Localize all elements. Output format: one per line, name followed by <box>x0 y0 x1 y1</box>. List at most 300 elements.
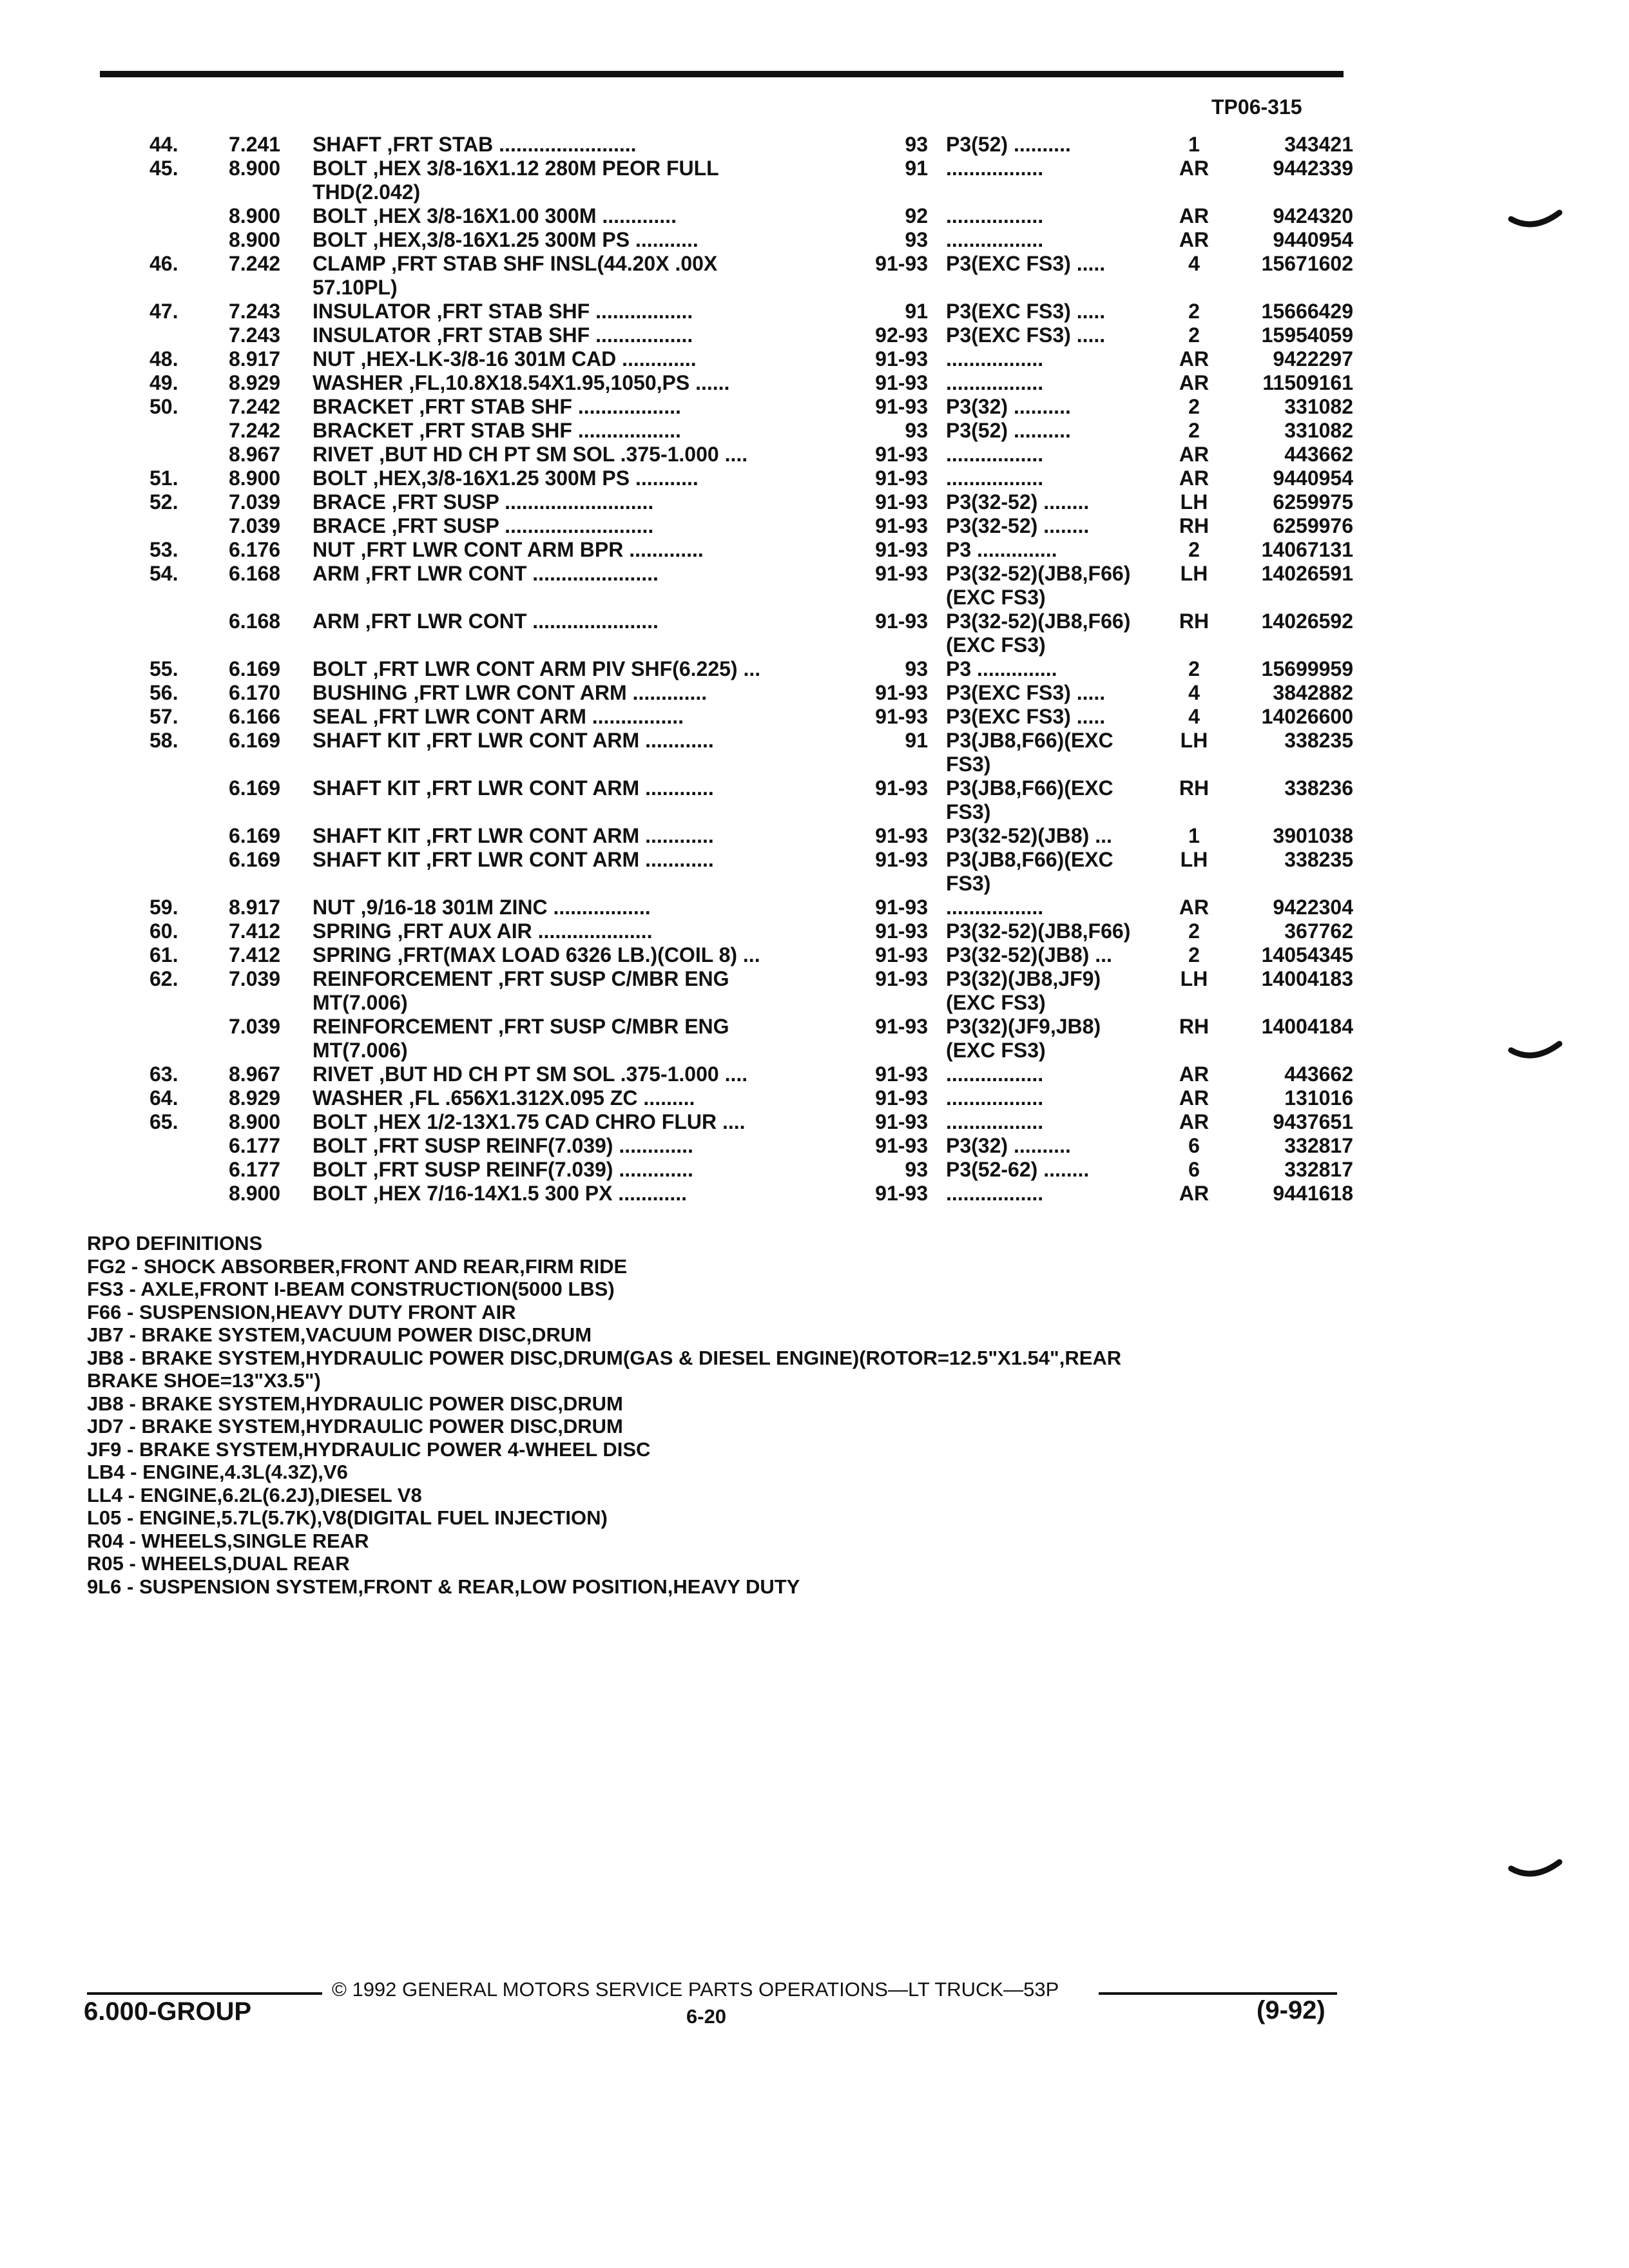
page-code: TP06-315 <box>1211 95 1302 119</box>
table-row <box>0 252 1629 300</box>
part-number: 11509161 <box>1262 371 1353 394</box>
group-number: 7.039 <box>229 967 281 990</box>
ref-number: 53. <box>149 538 178 561</box>
model-usage: P3(52) .......... <box>946 133 1071 156</box>
model-usage: P3 .............. <box>946 538 1057 561</box>
table-row <box>0 228 1629 252</box>
group-number: 7.242 <box>229 419 281 442</box>
quantity: RH <box>1179 776 1210 800</box>
group-number: 7.039 <box>229 514 281 537</box>
group-number: 6.166 <box>229 705 281 728</box>
quantity: 4 <box>1188 705 1200 728</box>
quantity: RH <box>1179 1015 1210 1038</box>
table-row <box>0 1158 1629 1182</box>
part-description: BOLT ,FRT LWR CONT ARM PIV SHF(6.225) ... <box>313 657 761 680</box>
quantity: AR <box>1179 443 1210 466</box>
part-number: 9442339 <box>1273 157 1353 180</box>
table-row <box>0 967 1629 1015</box>
table-row <box>0 1015 1629 1062</box>
model-usage: P3(32-52) ........ <box>946 490 1090 514</box>
table-row <box>0 705 1629 729</box>
part-description: BRACE ,FRT SUSP .......................... <box>313 514 654 537</box>
part-number: 131016 <box>1284 1086 1353 1110</box>
model-usage: P3(EXC FS3) ..... <box>946 705 1106 728</box>
table-row <box>0 1134 1629 1158</box>
model-usage: P3(32)(JB8,JF9) (EXC FS3) <box>946 967 1101 1014</box>
group-number: 8.900 <box>229 228 281 251</box>
table-row <box>0 443 1629 466</box>
rpo-line: F66 - SUSPENSION,HEAVY DUTY FRONT AIR <box>87 1300 516 1323</box>
quantity: 2 <box>1188 919 1200 943</box>
footer-copyright: © 1992 GENERAL MOTORS SERVICE PARTS OPERATIONS—LT TRUCK—53P <box>332 1978 1059 2001</box>
part-number: 443662 <box>1284 1062 1353 1086</box>
part-number: 14004183 <box>1261 967 1353 990</box>
model-years: 91-93 <box>875 252 928 275</box>
part-description: SHAFT ,FRT STAB ........................ <box>313 133 637 156</box>
part-number: 3842882 <box>1273 681 1353 704</box>
ref-number: 56. <box>149 681 178 704</box>
model-years: 91-93 <box>875 490 928 514</box>
part-description: WASHER ,FL,10.8X18.54X1.95,1050,PS ...... <box>313 371 730 394</box>
quantity: 6 <box>1188 1134 1200 1157</box>
ref-number: 49. <box>149 371 178 394</box>
ref-number: 52. <box>149 490 178 514</box>
part-number: 338235 <box>1284 729 1353 752</box>
group-number: 7.039 <box>229 1015 281 1038</box>
model-years: 91-93 <box>875 681 928 704</box>
rpo-line: JB8 - BRAKE SYSTEM,HYDRAULIC POWER DISC,DRUM <box>87 1392 623 1415</box>
model-years: 91-93 <box>875 705 928 728</box>
rpo-line: 9L6 - SUSPENSION SYSTEM,FRONT & REAR,LOW POSITION,HEAVY DUTY <box>87 1575 800 1598</box>
part-description: ARM ,FRT LWR CONT ...................... <box>313 562 659 585</box>
ref-number: 45. <box>149 157 178 180</box>
ref-number: 50. <box>149 395 178 418</box>
part-description: INSULATOR ,FRT STAB SHF ................. <box>313 300 693 323</box>
quantity: 2 <box>1188 943 1200 966</box>
model-usage: P3(52) .......... <box>946 419 1071 442</box>
quantity: 2 <box>1188 657 1200 680</box>
part-number: 9440954 <box>1273 228 1353 251</box>
parts-table <box>0 133 1629 1206</box>
table-row <box>0 538 1629 562</box>
part-number: 14026592 <box>1261 610 1353 633</box>
part-number: 3901038 <box>1273 824 1353 847</box>
ref-number: 60. <box>149 919 178 943</box>
part-number: 15671602 <box>1261 252 1353 275</box>
quantity: 4 <box>1188 681 1200 704</box>
ref-number: 65. <box>149 1110 178 1133</box>
model-usage: ................. <box>946 228 1044 251</box>
part-description: SHAFT KIT ,FRT LWR CONT ARM ............ <box>313 848 714 871</box>
ref-number: 63. <box>149 1062 178 1086</box>
part-number: 9422304 <box>1273 896 1353 919</box>
model-years: 91-93 <box>875 514 928 537</box>
table-row <box>0 610 1629 657</box>
top-rule <box>100 71 1344 77</box>
model-years: 91-93 <box>875 466 928 490</box>
quantity: AR <box>1179 204 1210 227</box>
ref-number: 47. <box>149 300 178 323</box>
model-years: 91-93 <box>875 848 928 871</box>
model-years: 91-93 <box>875 610 928 633</box>
quantity: 2 <box>1188 300 1200 323</box>
table-row <box>0 1182 1629 1206</box>
model-years: 91-93 <box>875 824 928 847</box>
ref-number: 46. <box>149 252 178 275</box>
part-number: 331082 <box>1284 419 1353 442</box>
part-description: NUT ,HEX-LK-3/8-16 301M CAD ............. <box>313 347 697 370</box>
part-description: REINFORCEMENT ,FRT SUSP C/MBR ENG MT(7.006) <box>313 1015 729 1062</box>
model-usage: P3(JB8,F66)(EXC FS3) <box>946 729 1113 776</box>
part-description: BRACKET ,FRT STAB SHF .................. <box>313 419 681 442</box>
table-row <box>0 157 1629 204</box>
model-usage: ................. <box>946 347 1044 370</box>
model-years: 91-93 <box>875 967 928 990</box>
footer-revision: (9-92) <box>1257 1996 1325 2024</box>
part-number: 15666429 <box>1261 300 1353 323</box>
part-number: 14067131 <box>1261 538 1353 561</box>
table-row <box>0 896 1629 919</box>
model-years: 93 <box>905 133 928 156</box>
part-description: REINFORCEMENT ,FRT SUSP C/MBR ENG MT(7.006) <box>313 967 729 1014</box>
part-number: 338235 <box>1284 848 1353 871</box>
part-description: SEAL ,FRT LWR CONT ARM ................ <box>313 705 684 728</box>
rpo-line: JB7 - BRAKE SYSTEM,VACUUM POWER DISC,DRUM <box>87 1323 592 1346</box>
footer-page-number: 6-20 <box>686 2005 727 2028</box>
part-description: BOLT ,HEX 3/8-16X1.00 300M ............. <box>313 204 677 227</box>
group-number: 7.243 <box>229 323 281 347</box>
group-number: 7.412 <box>229 919 281 943</box>
table-row <box>0 1062 1629 1086</box>
model-years: 91-93 <box>875 1134 928 1157</box>
group-number: 6.170 <box>229 681 281 704</box>
group-number: 6.177 <box>229 1134 281 1157</box>
group-number: 7.242 <box>229 395 281 418</box>
rpo-line: JD7 - BRAKE SYSTEM,HYDRAULIC POWER DISC,DRUM <box>87 1415 623 1437</box>
group-number: 6.169 <box>229 848 281 871</box>
part-number: 14026600 <box>1261 705 1353 728</box>
group-number: 8.900 <box>229 466 281 490</box>
model-usage: P3(52-62) ........ <box>946 1158 1090 1181</box>
part-number: 343421 <box>1284 133 1353 156</box>
table-row <box>0 919 1629 943</box>
part-description: BOLT ,FRT SUSP REINF(7.039) ............. <box>313 1134 693 1157</box>
quantity: AR <box>1179 347 1210 370</box>
rpo-line: JB8 - BRAKE SYSTEM,HYDRAULIC POWER DISC,DRUM(GAS & DIESEL ENGINE)(ROTOR=12.5"X1.54",REAR <box>87 1346 1122 1369</box>
group-number: 7.242 <box>229 252 281 275</box>
table-row <box>0 776 1629 824</box>
table-row <box>0 490 1629 514</box>
part-description: CLAMP ,FRT STAB SHF INSL(44.20X .00X 57.10PL) <box>313 252 718 299</box>
group-number: 6.168 <box>229 610 281 633</box>
quantity: AR <box>1179 371 1210 394</box>
rpo-line: FG2 - SHOCK ABSORBER,FRONT AND REAR,FIRM RIDE <box>87 1254 628 1278</box>
table-row <box>0 371 1629 395</box>
group-number: 6.176 <box>229 538 281 561</box>
part-description: BOLT ,FRT SUSP REINF(7.039) ............. <box>313 1158 693 1181</box>
part-number: 14004184 <box>1261 1015 1353 1038</box>
model-years: 91-93 <box>875 443 928 466</box>
table-row <box>0 323 1629 347</box>
part-number: 9437651 <box>1273 1110 1353 1133</box>
model-years: 91 <box>905 729 928 752</box>
quantity: 2 <box>1188 419 1200 442</box>
model-years: 93 <box>905 228 928 251</box>
model-years: 93 <box>905 657 928 680</box>
group-number: 8.917 <box>229 347 281 370</box>
part-number: 367762 <box>1284 919 1353 943</box>
part-description: NUT ,FRT LWR CONT ARM BPR ............. <box>313 538 704 561</box>
part-number: 15699959 <box>1261 657 1353 680</box>
part-description: RIVET ,BUT HD CH PT SM SOL .375-1.000 .... <box>313 443 748 466</box>
model-usage: ................. <box>946 1182 1044 1205</box>
group-number: 8.900 <box>229 1110 281 1133</box>
table-row <box>0 466 1629 490</box>
model-years: 91-93 <box>875 371 928 394</box>
model-usage: ................. <box>946 157 1044 180</box>
table-row <box>0 824 1629 848</box>
ref-number: 61. <box>149 943 178 966</box>
model-years: 91-93 <box>875 1086 928 1110</box>
rpo-line: JF9 - BRAKE SYSTEM,HYDRAULIC POWER 4-WHEEL DISC <box>87 1437 651 1461</box>
quantity: LH <box>1180 490 1208 514</box>
quantity: LH <box>1180 967 1208 990</box>
part-description: WASHER ,FL .656X1.312X.095 ZC ......... <box>313 1086 695 1110</box>
model-years: 91-93 <box>875 1182 928 1205</box>
model-years: 91-93 <box>875 776 928 800</box>
quantity: AR <box>1179 1062 1210 1086</box>
ref-number: 59. <box>149 896 178 919</box>
model-years: 91-93 <box>875 919 928 943</box>
model-years: 92 <box>905 204 928 227</box>
part-description: NUT ,9/16-18 301M ZINC ................. <box>313 896 651 919</box>
table-row <box>0 347 1629 371</box>
model-usage: P3 .............. <box>946 657 1057 680</box>
table-row <box>0 204 1629 228</box>
model-years: 91 <box>905 300 928 323</box>
quantity: 2 <box>1188 538 1200 561</box>
rpo-line: BRAKE SHOE=13"X3.5") <box>87 1369 321 1392</box>
rpo-line: L05 - ENGINE,5.7L(5.7K),V8(DIGITAL FUEL INJECTION) <box>87 1506 608 1529</box>
model-usage: P3(32) .......... <box>946 395 1071 418</box>
part-description: SPRING ,FRT(MAX LOAD 6326 LB.)(COIL 8) ... <box>313 943 760 966</box>
quantity: AR <box>1179 1110 1210 1133</box>
group-number: 6.168 <box>229 562 281 585</box>
model-usage: P3(32) .......... <box>946 1134 1071 1157</box>
group-number: 8.967 <box>229 1062 281 1086</box>
part-number: 9424320 <box>1273 204 1353 227</box>
table-row <box>0 514 1629 538</box>
part-number: 6259975 <box>1273 490 1353 514</box>
part-number: 14054345 <box>1261 943 1353 966</box>
ref-number: 57. <box>149 705 178 728</box>
model-usage: P3(32-52)(JB8) ... <box>946 824 1112 847</box>
model-usage: ................. <box>946 1062 1044 1086</box>
table-row <box>0 562 1629 610</box>
group-number: 6.177 <box>229 1158 281 1181</box>
group-number: 7.039 <box>229 490 281 514</box>
group-number: 8.917 <box>229 896 281 919</box>
model-usage: P3(32-52)(JB8) ... <box>946 943 1112 966</box>
part-number: 338236 <box>1284 776 1353 800</box>
table-row <box>0 419 1629 443</box>
model-years: 91-93 <box>875 1110 928 1133</box>
part-number: 9441618 <box>1273 1182 1353 1205</box>
part-description: RIVET ,BUT HD CH PT SM SOL .375-1.000 .... <box>313 1062 748 1086</box>
quantity: 2 <box>1188 395 1200 418</box>
model-usage: P3(EXC FS3) ..... <box>946 681 1106 704</box>
group-number: 8.900 <box>229 157 281 180</box>
model-years: 91-93 <box>875 896 928 919</box>
table-row <box>0 1086 1629 1110</box>
ref-number: 54. <box>149 562 178 585</box>
group-number: 8.900 <box>229 1182 281 1205</box>
quantity: LH <box>1180 848 1208 871</box>
model-usage: P3(32-52)(JB8,F66) (EXC FS3) <box>946 562 1131 609</box>
quantity: AR <box>1179 896 1210 919</box>
model-years: 91-93 <box>875 1062 928 1086</box>
quantity: AR <box>1179 228 1210 251</box>
model-usage: ................. <box>946 371 1044 394</box>
ref-number: 62. <box>149 967 178 990</box>
part-description: SHAFT KIT ,FRT LWR CONT ARM ............ <box>313 824 714 847</box>
model-years: 93 <box>905 419 928 442</box>
rpo-line: FS3 - AXLE,FRONT I-BEAM CONSTRUCTION(5000 LBS) <box>87 1278 615 1300</box>
model-usage: P3(32-52)(JB8,F66) <box>946 919 1131 943</box>
table-row <box>0 395 1629 419</box>
part-description: SHAFT KIT ,FRT LWR CONT ARM ............ <box>313 776 714 800</box>
table-row <box>0 681 1629 705</box>
part-description: ARM ,FRT LWR CONT ...................... <box>313 610 659 633</box>
quantity: LH <box>1180 729 1208 752</box>
quantity: 1 <box>1188 824 1200 847</box>
rpo-definitions <box>87 1232 1121 1598</box>
model-years: 93 <box>905 1158 928 1181</box>
ref-number: 55. <box>149 657 178 680</box>
footer-group: 6.000-GROUP <box>84 1997 252 2026</box>
part-description: SPRING ,FRT AUX AIR .................... <box>313 919 653 943</box>
model-usage: ................. <box>946 896 1044 919</box>
check-mark-icon <box>1508 1849 1566 1888</box>
table-row <box>0 1110 1629 1134</box>
group-number: 8.900 <box>229 204 281 227</box>
part-number: 332817 <box>1284 1134 1353 1157</box>
part-number: 14026591 <box>1261 562 1353 585</box>
group-number: 7.241 <box>229 133 281 156</box>
part-description: BOLT ,HEX 7/16-14X1.5 300 PX ............ <box>313 1182 687 1205</box>
ref-number: 58. <box>149 729 178 752</box>
rpo-list <box>87 1255 1121 1599</box>
model-usage: ................. <box>946 1086 1044 1110</box>
group-number: 6.169 <box>229 824 281 847</box>
quantity: AR <box>1179 1086 1210 1110</box>
group-number: 6.169 <box>229 729 281 752</box>
part-number: 443662 <box>1284 443 1353 466</box>
quantity: RH <box>1179 514 1210 537</box>
model-years: 91-93 <box>875 562 928 585</box>
ref-number: 44. <box>149 133 178 156</box>
group-number: 7.412 <box>229 943 281 966</box>
quantity: RH <box>1179 610 1210 633</box>
table-row <box>0 657 1629 681</box>
model-usage: ................. <box>946 466 1044 490</box>
group-number: 7.243 <box>229 300 281 323</box>
part-description: BOLT ,HEX,3/8-16X1.25 300M PS ........... <box>313 228 699 251</box>
group-number: 6.169 <box>229 776 281 800</box>
quantity: LH <box>1180 562 1208 585</box>
part-description: SHAFT KIT ,FRT LWR CONT ARM ............ <box>313 729 714 752</box>
quantity: 4 <box>1188 252 1200 275</box>
model-years: 91-93 <box>875 347 928 370</box>
quantity: AR <box>1179 466 1210 490</box>
group-number: 8.967 <box>229 443 281 466</box>
rpo-line: LB4 - ENGINE,4.3L(4.3Z),V6 <box>87 1461 348 1483</box>
model-usage: P3(32-52) ........ <box>946 514 1090 537</box>
rpo-line: R04 - WHEELS,SINGLE REAR <box>87 1529 369 1552</box>
rpo-line: LL4 - ENGINE,6.2L(6.2J),DIESEL V8 <box>87 1483 422 1506</box>
model-years: 91-93 <box>875 1015 928 1038</box>
table-row <box>0 133 1629 157</box>
part-number: 332817 <box>1284 1158 1353 1181</box>
part-number: 6259976 <box>1273 514 1353 537</box>
footer-rule-left <box>87 1992 322 1995</box>
model-usage: P3(JB8,F66)(EXC FS3) <box>946 848 1113 895</box>
footer-rule-right <box>1099 1992 1337 1995</box>
part-number: 9422297 <box>1273 347 1353 370</box>
part-description: BRACKET ,FRT STAB SHF .................. <box>313 395 681 418</box>
model-usage: P3(EXC FS3) ..... <box>946 323 1106 347</box>
check-mark-icon <box>1508 200 1566 238</box>
model-usage: ................. <box>946 1110 1044 1133</box>
part-description: BUSHING ,FRT LWR CONT ARM ............. <box>313 681 708 704</box>
quantity: AR <box>1179 1182 1210 1205</box>
model-years: 91-93 <box>875 538 928 561</box>
model-usage: ................. <box>946 204 1044 227</box>
model-usage: P3(EXC FS3) ..... <box>946 252 1106 275</box>
ref-number: 48. <box>149 347 178 370</box>
model-years: 91 <box>905 157 928 180</box>
table-row <box>0 729 1629 776</box>
table-row <box>0 943 1629 967</box>
table-row <box>0 848 1629 896</box>
model-usage: P3(EXC FS3) ..... <box>946 300 1106 323</box>
group-number: 8.929 <box>229 371 281 394</box>
part-description: INSULATOR ,FRT STAB SHF ................. <box>313 323 693 347</box>
group-number: 6.169 <box>229 657 281 680</box>
model-years: 91-93 <box>875 943 928 966</box>
part-description: BOLT ,HEX,3/8-16X1.25 300M PS ........... <box>313 466 699 490</box>
model-usage: P3(JB8,F66)(EXC FS3) <box>946 776 1113 823</box>
model-usage: ................. <box>946 443 1044 466</box>
quantity: 2 <box>1188 323 1200 347</box>
quantity: 1 <box>1188 133 1200 156</box>
part-number: 15954059 <box>1261 323 1353 347</box>
model-years: 92-93 <box>875 323 928 347</box>
part-description: BOLT ,HEX 3/8-16X1.12 280M PEOR FULL THD(2.042) <box>313 157 719 204</box>
model-usage: P3(32)(JF9,JB8) (EXC FS3) <box>946 1015 1101 1062</box>
ref-number: 64. <box>149 1086 178 1110</box>
check-mark-icon <box>1508 1031 1566 1070</box>
model-usage: P3(32-52)(JB8,F66) (EXC FS3) <box>946 610 1131 657</box>
part-description: BOLT ,HEX 1/2-13X1.75 CAD CHRO FLUR .... <box>313 1110 746 1133</box>
part-number: 9440954 <box>1273 466 1353 490</box>
model-years: 91-93 <box>875 395 928 418</box>
part-number: 331082 <box>1284 395 1353 418</box>
group-number: 8.929 <box>229 1086 281 1110</box>
quantity: AR <box>1179 157 1210 180</box>
part-description: BRACE ,FRT SUSP .......................... <box>313 490 654 514</box>
ref-number: 51. <box>149 466 178 490</box>
